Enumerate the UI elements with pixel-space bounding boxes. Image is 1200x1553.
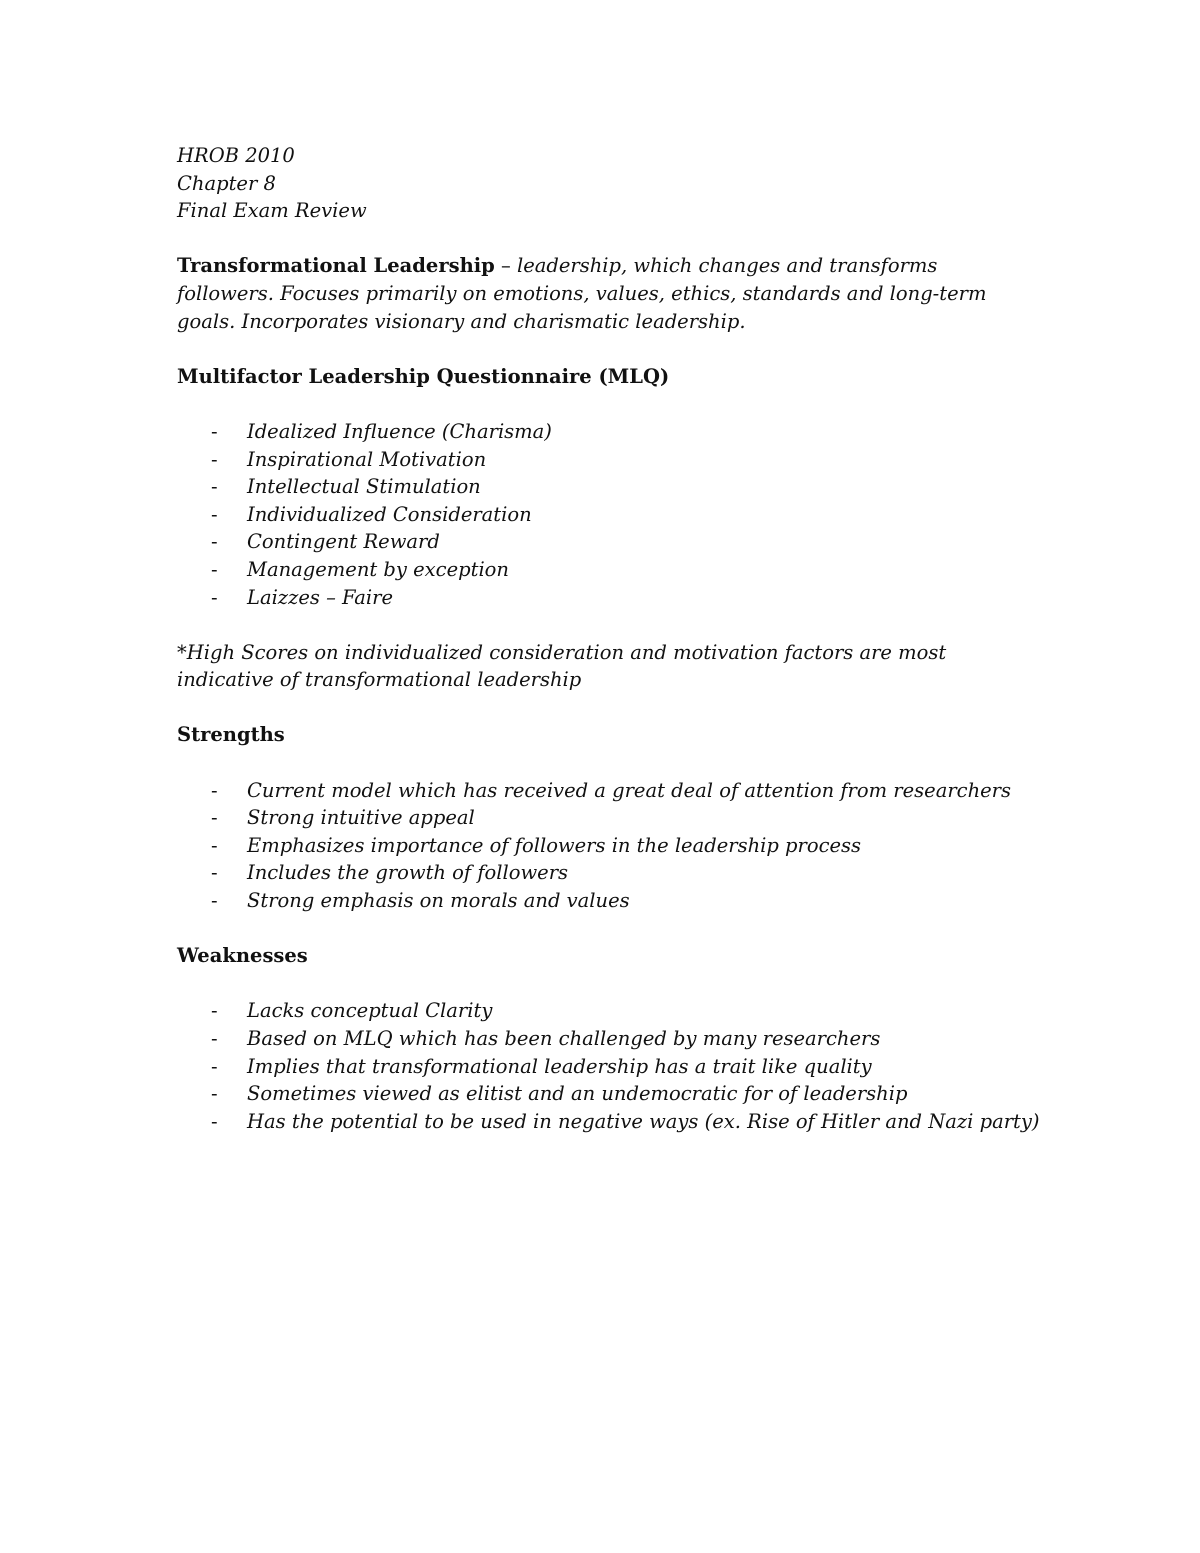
weaknesses-list [177,997,1077,1135]
list-item: - Lacks conceptual Clarity [211,999,493,1023]
list-item: - Laizzes – Faire [211,585,393,609]
spacer [177,970,1077,998]
chapter-label: Chapter 8 [177,171,276,195]
definition-paragraph [177,252,1077,335]
definition-line-3: goals. Incorporates visionary and charismatic leadership. [177,309,746,333]
list-item: - Based on MLQ which has been challenged by many researchers [211,1027,881,1050]
mlq-note-line-1: *High Scores on individualized consideration and motivation factors are most [177,640,947,664]
list-item: - Current model which has received a great deal of attention from researchers [211,778,1012,802]
list-item: - Implies that transformational leadership has a trait like quality [211,1054,872,1078]
spacer [177,694,1077,722]
document-title: Final Exam Review [177,199,367,223]
mlq-list [177,418,1077,611]
spacer [177,225,1077,253]
mlq-heading: Multifactor Leadership Questionnaire (MLQ) [177,364,670,388]
spacer [177,915,1077,943]
document-page [177,142,1077,1135]
list-item: - Includes the growth of followers [211,861,569,885]
definition-line-1: leadership, which changes and transforms [516,254,938,278]
strengths-list [177,777,1077,915]
mlq-note-line-2: indicative of transformational leadership [177,668,582,692]
spacer [177,611,1077,639]
list-item: - Management by exception [211,557,509,581]
definition-line-2: followers. Focuses primarily on emotions, values, ethics, standards and long-term [177,281,987,305]
strengths-heading: Strengths [177,723,285,747]
list-item: - Individualized Consideration [211,502,532,526]
list-item: - Idealized Influence (Charisma) [211,419,552,443]
strengths-section [177,721,1077,914]
weaknesses-section [177,942,1077,1135]
definition-separator: – [494,254,517,278]
list-item: - Intellectual Stimulation [211,475,481,499]
list-item: - Inspirational Motivation [211,447,487,471]
list-item: - Strong emphasis on morals and values [211,889,630,913]
spacer [177,335,1077,363]
list-item: - Emphasizes importance of followers in the leadership process [211,833,862,857]
list-item: - Strong intuitive appeal [211,806,475,830]
course-code: HROB 2010 [177,144,295,167]
list-item: - Has the potential to be used in negative ways (ex. Rise of Hitler and Nazi party) [211,1109,1040,1133]
list-item: - Contingent Reward [211,530,440,554]
definition-term: Transformational Leadership [177,254,495,278]
weaknesses-heading: Weaknesses [177,944,308,968]
spacer [177,749,1077,777]
mlq-section [177,363,1077,694]
spacer [177,390,1077,418]
list-item: - Sometimes viewed as elitist and an undemocratic for of leadership [211,1082,908,1106]
document-header [177,142,1077,225]
